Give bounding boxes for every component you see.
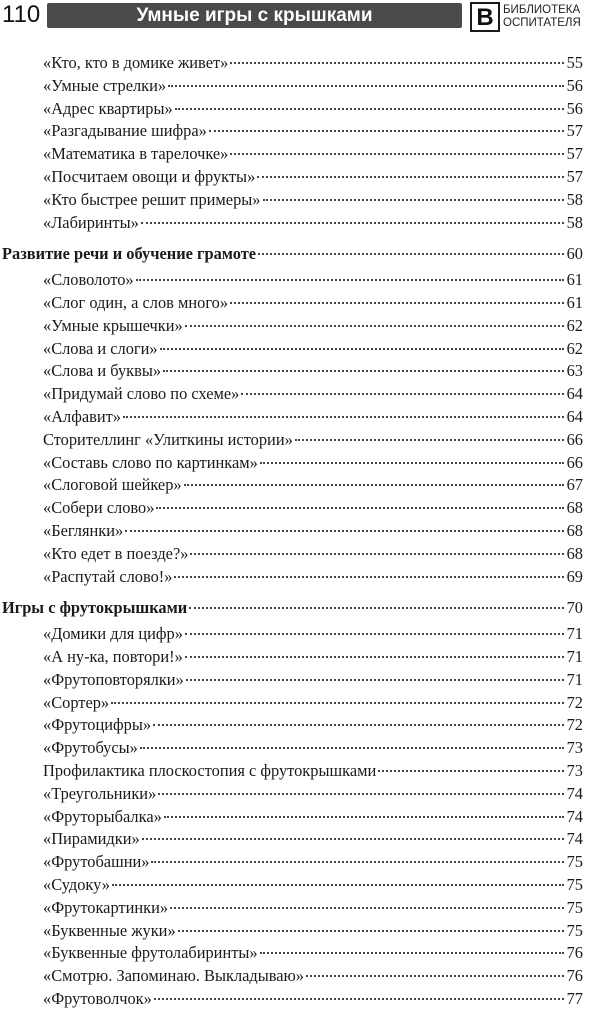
- toc-entry-title: «Пирамидки»: [43, 829, 140, 849]
- toc-entry-title: Развитие речи и обучение грамоте: [2, 244, 257, 264]
- toc-entry-title: «Придумай слово по схеме»: [43, 384, 240, 404]
- toc-entry: [43, 623, 583, 645]
- toc-entry-title: «Фруторыбалка»: [43, 806, 162, 826]
- dot-leader: [189, 607, 563, 609]
- toc-entry-page-number: 57: [566, 167, 583, 186]
- toc-entry-title: «Лабиринты»: [43, 212, 139, 232]
- dot-leader: [230, 153, 563, 155]
- dot-leader: [141, 222, 564, 224]
- toc-entry-title: «Сортер»: [43, 692, 110, 712]
- toc-entry: [43, 520, 583, 542]
- toc-entry-page-number: 64: [566, 384, 583, 404]
- toc-entry-title: «Буквенные фрутолабиринты»: [43, 943, 258, 963]
- series-name-line1: БИБЛИОТЕКА: [503, 4, 581, 16]
- toc-entry-page-number: 56: [566, 75, 583, 95]
- toc-entry: [43, 338, 583, 360]
- toc-entry-page-number: 72: [566, 715, 583, 735]
- dot-leader: [257, 176, 563, 178]
- toc-entry: [43, 692, 583, 714]
- toc-entry-page-number: 62: [566, 338, 583, 358]
- toc-entry: [43, 669, 583, 691]
- dot-leader: [123, 416, 564, 418]
- dot-leader: [170, 907, 564, 909]
- toc-entry: [43, 874, 583, 896]
- toc-entry: [43, 383, 583, 405]
- toc-entry-title: «Смотрю. Запоминаю. Выкладываю»: [43, 966, 304, 986]
- toc-entry-title: «Фрутоцифры»: [43, 715, 152, 735]
- toc-entry-title: «Алфавит»: [43, 407, 121, 426]
- toc-entry-page-number: 66: [566, 452, 583, 472]
- toc-entry: [43, 406, 583, 428]
- toc-entry: [43, 806, 583, 828]
- toc-entry-title: «Кто, кто в домике живет»: [43, 53, 229, 72]
- toc-entry-title: Сторителлинг «Улиткины истории»: [43, 429, 293, 449]
- toc-entry-title: «Слова и буквы»: [43, 361, 162, 381]
- toc-entry: [43, 166, 583, 188]
- toc-entry-page-number: 63: [566, 361, 583, 381]
- toc-entry-title: «Кто быстрее решит примеры»: [43, 189, 261, 209]
- toc-entry-title: «Слог один, а слов много»: [43, 293, 229, 312]
- dot-leader: [306, 975, 564, 977]
- toc-entry-page-number: 68: [566, 543, 583, 563]
- dot-leader: [230, 62, 563, 64]
- dot-leader: [185, 325, 564, 327]
- dot-leader: [260, 952, 564, 954]
- toc-entry: [43, 474, 583, 496]
- toc-entry-page-number: 75: [566, 920, 583, 940]
- dot-leader: [241, 393, 563, 395]
- dot-leader: [140, 747, 564, 749]
- dot-leader: [125, 530, 563, 532]
- toc-entry-title: «Умные крышечки»: [43, 315, 183, 335]
- toc-entry-page-number: 72: [566, 692, 583, 712]
- toc-entry-title: «Слова и слоги»: [43, 338, 158, 358]
- toc-entry: [43, 920, 583, 942]
- toc-entry-title: Профилактика плоскостопия с фрутокрышками: [43, 761, 377, 780]
- toc-entry-page-number: 75: [566, 875, 583, 894]
- dot-leader: [263, 199, 564, 201]
- running-title-bar: [47, 3, 462, 28]
- toc-entry-title: «Фрутобашни»: [43, 852, 150, 872]
- toc-entry-page-number: 68: [566, 521, 583, 540]
- toc-entry-title: «Математика в тарелочке»: [43, 144, 229, 164]
- toc-entry: [43, 452, 583, 474]
- dot-leader: [185, 656, 564, 658]
- toc-entry: [43, 737, 583, 759]
- toc-entry-page-number: 66: [566, 429, 583, 449]
- toc-entry: [43, 120, 583, 142]
- dot-leader: [295, 439, 564, 441]
- toc-entry-page-number: 58: [566, 189, 583, 209]
- toc-entry-page-number: 77: [566, 989, 583, 1008]
- toc-entry-title: «Словолото»: [43, 270, 134, 290]
- dot-leader: [111, 702, 563, 704]
- toc-entry: [43, 566, 583, 588]
- dot-leader: [174, 576, 563, 578]
- toc-entry-title: «Фрутоволчок»: [43, 989, 152, 1008]
- toc-entry-title: «Слоговой шейкер»: [43, 475, 182, 495]
- page-header: [0, 0, 610, 34]
- toc-entry-page-number: 74: [566, 829, 583, 849]
- toc-entry-page-number: 74: [566, 806, 583, 826]
- toc-entry-page-number: 71: [566, 669, 583, 689]
- toc-entry-title: «Беглянки»: [43, 521, 124, 540]
- toc-entry: [43, 75, 583, 97]
- toc-entry: [43, 52, 583, 74]
- toc-entry-page-number: 68: [566, 498, 583, 518]
- dot-leader: [230, 302, 564, 304]
- toc-entry: [43, 269, 583, 291]
- series-name: [503, 4, 608, 30]
- toc-entry-page-number: 76: [566, 966, 583, 986]
- dot-leader: [151, 861, 563, 863]
- toc-entry-page-number: 58: [566, 212, 583, 232]
- toc-entry: [43, 897, 583, 919]
- toc-entry: [43, 646, 583, 668]
- page-number: 110: [2, 1, 41, 28]
- dot-leader: [163, 370, 564, 372]
- dot-leader: [136, 279, 564, 281]
- toc-entry-page-number: 56: [566, 98, 583, 118]
- toc-entry-page-number: 61: [566, 293, 583, 312]
- toc-entry: [43, 965, 583, 987]
- dot-leader: [158, 793, 563, 795]
- toc-entry: [43, 315, 583, 337]
- dot-leader: [112, 884, 564, 886]
- toc-entry-page-number: 75: [566, 852, 583, 872]
- toc-entry-page-number: 73: [566, 761, 583, 780]
- toc-entry-title: «Умные стрелки»: [43, 75, 167, 95]
- toc-entry: [43, 783, 583, 805]
- toc-entry: [43, 143, 583, 165]
- dot-leader: [156, 507, 563, 509]
- dot-leader: [209, 130, 564, 132]
- toc-entry-page-number: 76: [566, 943, 583, 963]
- toc-entry-title: «А ну-ка, повтори!»: [43, 647, 183, 666]
- toc-entry: [43, 189, 583, 211]
- toc-entry-title: «Распутай слово!»: [43, 566, 173, 586]
- series-logo: В: [470, 2, 500, 32]
- toc-entry-title: «Собери слово»: [43, 498, 155, 518]
- dot-leader: [142, 838, 564, 840]
- toc-section-entry: [2, 243, 583, 265]
- toc-entry: [43, 543, 583, 565]
- toc-entry: [43, 851, 583, 873]
- toc-entry-page-number: 71: [566, 647, 583, 666]
- running-title: Умные игры с крышками: [136, 5, 373, 26]
- toc-entry-title: «Адрес квартиры»: [43, 98, 173, 118]
- toc-entry-page-number: 71: [566, 624, 583, 644]
- dot-leader: [378, 770, 563, 772]
- dot-leader: [153, 724, 564, 726]
- toc-entry-page-number: 73: [566, 738, 583, 758]
- toc-entry: [43, 429, 583, 451]
- dot-leader: [258, 253, 564, 255]
- toc-entry-title: «Судоку»: [43, 875, 110, 894]
- toc-entry-page-number: 55: [566, 53, 583, 72]
- toc-section-entry: [2, 597, 583, 619]
- toc-entry: [43, 828, 583, 850]
- dot-leader: [186, 679, 564, 681]
- dot-leader: [260, 462, 564, 464]
- dot-leader: [190, 553, 563, 555]
- dot-leader: [175, 108, 564, 110]
- toc-entry-page-number: 69: [566, 566, 583, 586]
- toc-entry: [43, 292, 583, 314]
- toc-entry-title: «Фрутобусы»: [43, 738, 138, 758]
- toc-entry-page-number: 62: [566, 315, 583, 335]
- toc-entry: [43, 760, 583, 782]
- toc-entry-page-number: 57: [566, 144, 583, 164]
- series-name-line2: ОСПИТАТЕЛЯ: [503, 17, 581, 29]
- dot-leader: [160, 348, 564, 350]
- toc-entry-title: «Кто едет в поезде?»: [43, 543, 189, 563]
- toc-entry-title: «Составь слово по картинкам»: [43, 452, 258, 472]
- toc-entry-title: «Домики для цифр»: [43, 624, 183, 644]
- dot-leader: [178, 930, 564, 932]
- toc-entry-title: «Фрутоповторялки»: [43, 669, 184, 689]
- toc-entry-title: «Посчитаем овощи и фрукты»: [43, 167, 256, 186]
- dot-leader: [164, 816, 564, 818]
- toc-entry-title: «Разгадывание шифра»: [43, 121, 207, 141]
- dot-leader: [168, 85, 564, 87]
- toc-entry: [43, 988, 583, 1010]
- toc-entry: [43, 714, 583, 736]
- toc-entry-page-number: 64: [566, 407, 583, 426]
- toc-entry-page-number: 61: [566, 270, 583, 290]
- toc-entry: [43, 98, 583, 120]
- toc-entry-page-number: 70: [566, 598, 583, 618]
- toc-entry: [43, 212, 583, 234]
- toc-entry-page-number: 67: [566, 475, 583, 495]
- toc-entry: [43, 497, 583, 519]
- dot-leader: [185, 633, 564, 635]
- toc-entry: [43, 360, 583, 382]
- toc-entry-page-number: 57: [566, 121, 583, 141]
- toc-entry-page-number: 74: [566, 783, 583, 803]
- toc-entry-title: «Треугольники»: [43, 783, 157, 803]
- dot-leader: [184, 484, 564, 486]
- toc-entry-title: «Буквенные жуки»: [43, 920, 176, 940]
- toc-entry-page-number: 75: [566, 897, 583, 917]
- toc-entry-title: Игры с фрутокрышками: [2, 598, 188, 618]
- toc-entry-page-number: 60: [566, 244, 583, 264]
- toc-entry: [43, 942, 583, 964]
- toc-entry-title: «Фрутокартинки»: [43, 897, 169, 917]
